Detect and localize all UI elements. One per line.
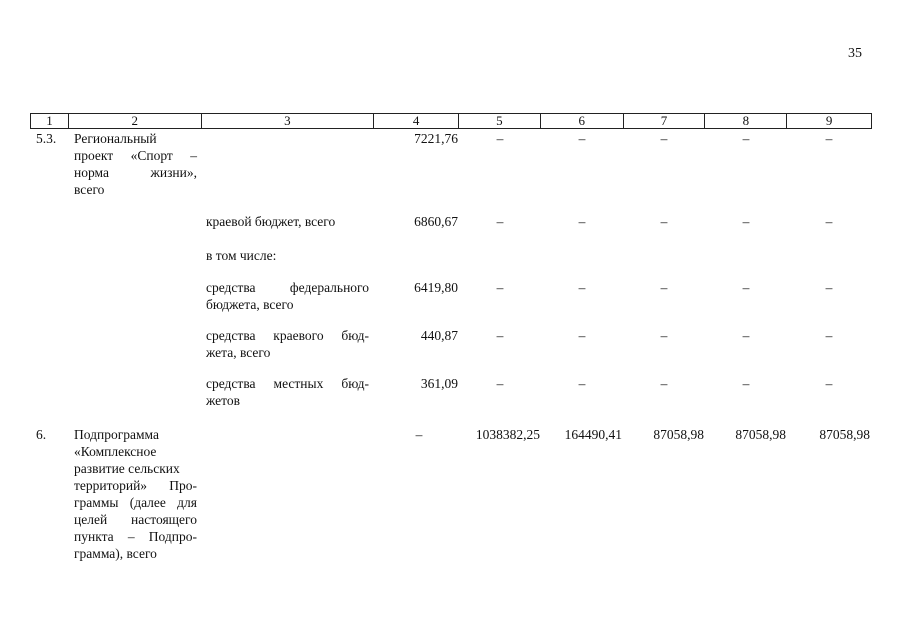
row-5-3-col7: – <box>660 131 668 146</box>
row-regional-budget-col4: 6860,67 <box>414 214 458 229</box>
row-6-col5: 1038382,25 <box>475 427 540 442</box>
row-federal-col8: – <box>742 280 750 295</box>
header-col-6: 6 <box>541 114 624 128</box>
row-local-budgets-col7: – <box>660 376 668 391</box>
row-6-name-line-3: развитие сельских <box>74 461 180 476</box>
header-col-1: 1 <box>31 114 69 128</box>
row-6-name-line-5: граммы (далее для <box>74 495 197 510</box>
row-regional-budget-col8: – <box>742 214 750 229</box>
header-col-4: 4 <box>374 114 459 128</box>
row-local-budgets-col8: – <box>742 376 750 391</box>
row-regional-budget-col7: – <box>660 214 668 229</box>
row-local-budgets-col6: – <box>578 376 586 391</box>
row-5-3-col5: – <box>496 131 504 146</box>
row-federal-col6: – <box>578 280 586 295</box>
row-federal-source-line-1: средства федерального <box>206 280 369 295</box>
header-col-5: 5 <box>459 114 541 128</box>
row-federal-source-line-2: бюджета, всего <box>206 297 294 312</box>
row-regional-funds-source-line-1: средства краевого бюд- <box>206 328 369 343</box>
row-regional-funds-col5: – <box>496 328 504 343</box>
row-local-budgets-col4: 361,09 <box>420 376 458 391</box>
row-5-3-number: 5.3. <box>36 131 57 146</box>
row-5-3-name-line-3: норма жизни», <box>74 165 197 180</box>
row-6-name-line-4: территорий» Про- <box>74 478 197 493</box>
row-federal-col4: 6419,80 <box>414 280 458 295</box>
row-5-3-col8: – <box>742 131 750 146</box>
row-6-col4: – <box>415 427 423 442</box>
row-5-3-col6: – <box>578 131 586 146</box>
row-regional-budget-col5: – <box>496 214 504 229</box>
row-5-3-name-line-2: проект «Спорт – <box>74 148 197 163</box>
row-5-3-name-line-1: Региональный <box>74 131 157 146</box>
row-local-budgets-source <box>206 375 369 409</box>
row-regional-funds-col4: 440,87 <box>420 328 458 343</box>
row-6-name-line-1: Подпрограмма <box>74 427 159 442</box>
row-local-budgets-source-line-1: средства местных бюд- <box>206 376 369 391</box>
row-including-label: в том числе: <box>206 248 277 263</box>
row-federal-source <box>206 279 369 313</box>
row-regional-funds-col6: – <box>578 328 586 343</box>
row-6-col8: 87058,98 <box>735 427 786 442</box>
row-regional-funds-col8: – <box>742 328 750 343</box>
header-col-2: 2 <box>69 114 202 128</box>
row-5-3-name-line-4: всего <box>74 182 105 197</box>
row-federal-col7: – <box>660 280 668 295</box>
row-regional-funds-source-line-2: жета, всего <box>206 345 271 360</box>
header-col-8: 8 <box>705 114 787 128</box>
row-5-3-name <box>74 130 197 198</box>
header-col-7: 7 <box>624 114 706 128</box>
header-col-3: 3 <box>202 114 375 128</box>
row-regional-budget-source: краевой бюджет, всего <box>206 214 336 229</box>
row-regional-funds-source <box>206 327 369 361</box>
row-6-name-line-7: пункта – Подпро- <box>74 529 197 544</box>
row-regional-budget-col6: – <box>578 214 586 229</box>
header-col-9: 9 <box>825 113 833 128</box>
row-6-name-line-2: «Комплексное <box>74 444 157 459</box>
row-6-name-line-6: целей настоящего <box>74 512 197 527</box>
row-5-3-col9: – <box>825 131 833 146</box>
row-regional-budget-col9: – <box>825 214 833 229</box>
table-header-row <box>30 113 872 129</box>
row-5-3-col4: 7221,76 <box>414 131 458 146</box>
row-regional-funds-col7: – <box>660 328 668 343</box>
row-6-number: 6. <box>36 427 47 442</box>
row-federal-col9: – <box>825 280 833 295</box>
page-number: 35 <box>848 46 862 61</box>
row-6-name-line-8: грамма), всего <box>74 546 157 561</box>
row-regional-funds-col9: – <box>825 328 833 343</box>
row-6-col9: 87058,98 <box>819 427 870 442</box>
row-local-budgets-col9: – <box>825 376 833 391</box>
row-6-col6: 164490,41 <box>564 427 622 442</box>
row-local-budgets-col5: – <box>496 376 504 391</box>
row-6-name <box>74 426 197 562</box>
row-local-budgets-source-line-2: жетов <box>206 393 240 408</box>
row-6-col7: 87058,98 <box>653 427 704 442</box>
row-federal-col5: – <box>496 280 504 295</box>
